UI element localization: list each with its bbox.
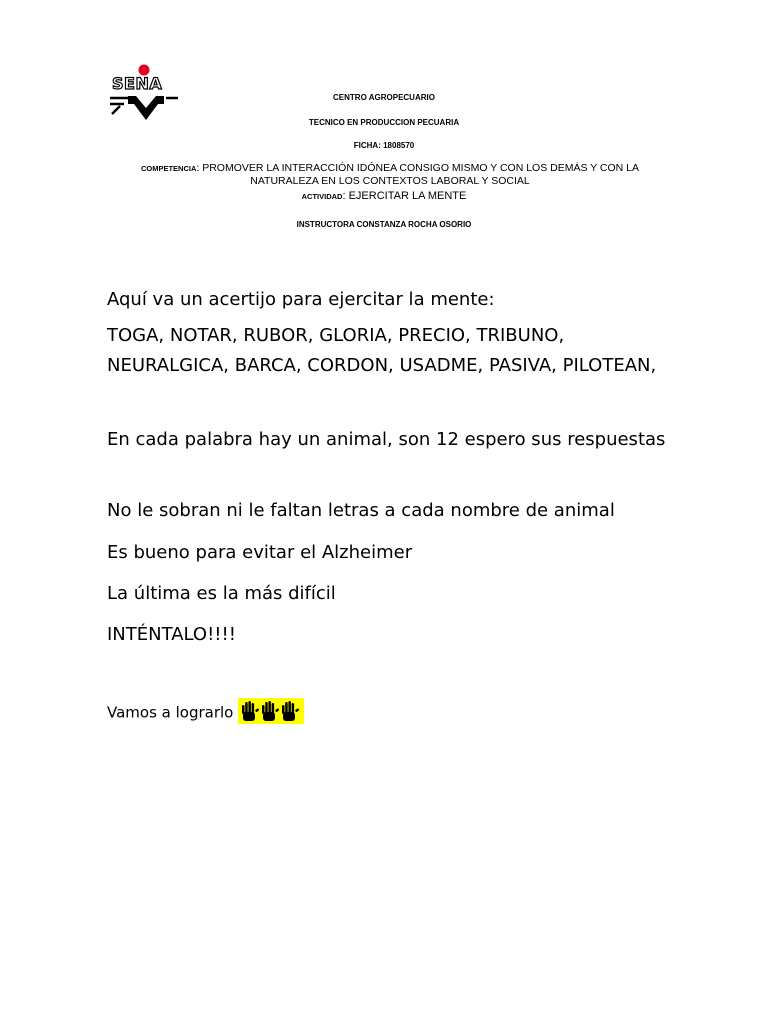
actividad-value: : EJERCITAR LA MENTE	[342, 190, 467, 202]
raised-hands-icon	[238, 698, 304, 724]
ficha-line	[0, 141, 768, 150]
ficha-label: FICHA	[353, 141, 379, 150]
instruction-text: En cada palabra hay un animal, son 12 espero sus respuestas	[107, 429, 666, 450]
logo-text: SENA	[112, 74, 163, 93]
intro-text: Aquí va un acertijo para ejercitar la mente:	[107, 289, 495, 310]
actividad-label: ACTIVIDAD	[301, 192, 343, 201]
cta-text: INTÉNTALO!!!!	[107, 624, 236, 645]
competencia-label: COMPETENCIA	[140, 164, 197, 173]
words-list: TOGA, NOTAR, RUBOR, GLORIA, PRECIO, TRIBUNO, NEURALGICA, BARCA, CORDON, USADME, PASIVA, PILOTEAN,	[107, 325, 657, 376]
competencia-line	[140, 162, 640, 188]
rule-text: No le sobran ni le faltan letras a cada nombre de animal	[107, 500, 615, 521]
hint-text: La última es la más difícil	[107, 583, 336, 604]
closing-text: Vamos a lograrlo	[107, 703, 239, 722]
centro-title: CENTRO AGROPECUARIO	[333, 93, 435, 102]
competencia-value: : PROMOVER LA INTERACCIÓN IDÓNEA CONSIGO MISMO Y CON LOS DEMÁS Y CON LA NATURALEZA EN LOS CONTEXTOS LABORAL Y SOCIAL	[196, 162, 640, 187]
closing-line	[107, 700, 304, 726]
actividad-line	[0, 190, 768, 202]
benefit-text: Es bueno para evitar el Alzheimer	[107, 542, 413, 563]
instructora-line: INSTRUCTORA CONSTANZA ROCHA OSORIO	[296, 220, 472, 229]
ficha-value: : 1808570	[378, 141, 415, 150]
programa-title: TECNICO EN PRODUCCION PECUARIA	[308, 118, 460, 127]
